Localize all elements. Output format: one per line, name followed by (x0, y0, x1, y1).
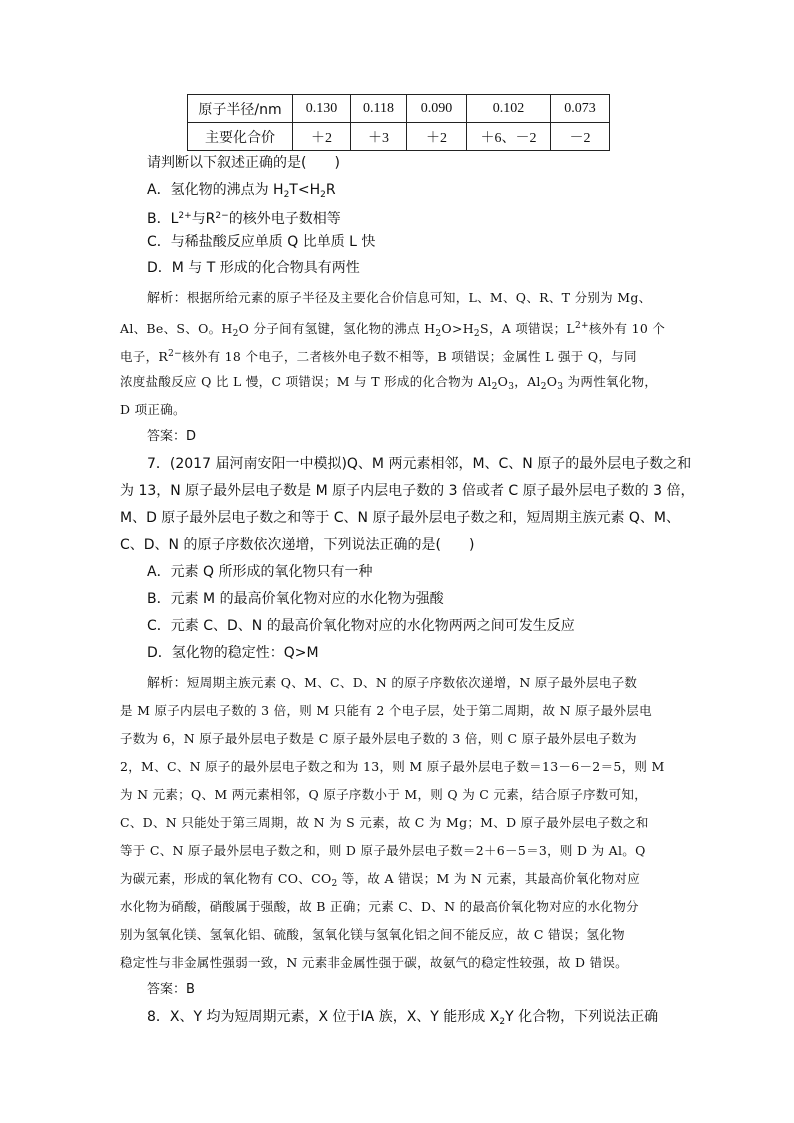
analysis-line: 子数为 6，N 原子最外层电子数是 C 原子最外层电子数的 3 倍，则 C 原子最外层电子数为 (120, 731, 637, 746)
table-cell: ＋3 (351, 123, 407, 151)
analysis-line: D 项正确。 (120, 402, 186, 417)
analysis-line: Al、Be、S、O。$H_2O$ 分子间有氢键，氢化物的沸点 $H_2O>H_2S$，A 项错误；$L^{2+}$核外有 10 个 (120, 321, 666, 339)
question-stem: 请判断以下叙述正确的是( ) (147, 155, 340, 171)
question-stem: 7．(2017 届河南安阳一中模拟)Q、M 两元素相邻，M、C、N 原子的最外层电子数之和 (147, 456, 692, 472)
table-cell: 0.090 (407, 95, 467, 123)
table-cell: ＋2 (407, 123, 467, 151)
option-c: C．与稀盐酸反应单质 Q 比单质 L 快 (147, 234, 376, 250)
table-cell: 0.102 (467, 95, 551, 123)
table-cell: ＋6、－2 (467, 123, 551, 151)
option-a: A．氢化物的沸点为 $H_2T<H_2R$ (147, 182, 336, 200)
analysis-line: 水化物为硝酸，硝酸属于强酸，故 B 正确；元素 C、D、N 的最高价氧化物对应的水化物分 (120, 899, 639, 914)
option-d: D．M 与 T 形成的化合物具有两性 (147, 260, 360, 276)
analysis-label: 解析： (147, 676, 187, 691)
option-b: B．元素 M 的最高价氧化物对应的水化物为强酸 (147, 591, 444, 607)
analysis-line: 解析：根据所给元素的原子半径及主要化合价信息可知，L、M、Q、R、T 分别为 Mg、 (147, 290, 652, 306)
analysis-line: 是 M 原子内层电子数的 3 倍，则 M 只能有 2 个电子层，处于第二周期，故 N 原子最外层电 (120, 703, 652, 718)
table-cell: 0.118 (351, 95, 407, 123)
analysis-line: 稳定性与非金属性强弱一致，N 元素非金属性强于碳，故氨气的稳定性较强，故 D 错误。 (120, 955, 628, 970)
question-stem: C、D、N 的原子序数依次递增，下列说法正确的是( ) (120, 537, 475, 553)
element-data-table (187, 94, 610, 151)
question-stem: 为 13，N 原子最外层电子数是 M 原子内层电子数的 3 倍或者 C 原子最外层电子数的 3 倍， (120, 483, 695, 499)
analysis-label: 解析： (147, 291, 187, 306)
answer-text: 答案：B (147, 982, 195, 997)
analysis-line: 浓度盐酸反应 Q 比 L 慢，C 项错误；M 与 T 形成的化合物为 $Al_2O_3$，$Al_2O_3$ 为两性氧化物， (120, 374, 658, 392)
analysis-line: 等于 C、N 原子最外层电子数之和，则 D 原子最外层电子数＝2＋6－5＝3，则 D 为 Al。Q (120, 843, 646, 858)
table-cell: 0.130 (293, 95, 351, 123)
question-stem: 8．X、Y 均为短周期元素，X 位于ⅠA 族，X、Y 能形成 $X_2Y$ 化合物，下列说法正确 (147, 1009, 659, 1027)
table-cell: －2 (551, 123, 610, 151)
table-cell: ＋2 (293, 123, 351, 151)
analysis-line: C、D、N 只能处于第三周期，故 N 为 S 元素，故 C 为 Mg；M、D 原子最外层电子数之和 (120, 815, 649, 830)
option-c: C．元素 C、D、N 的最高价氧化物对应的水化物两两之间可发生反应 (147, 618, 575, 634)
analysis-line: 电子，$R^{2-}$核外有 18 个电子，二者核外电子数不相等，B 项错误；金属性 L 强于 Q，与同 (120, 349, 637, 364)
analysis-line: 为碳元素，形成的氧化物有 CO、$CO_2$ 等，故 A 错误；M 为 N 元素，其最高价氧化物对应 (120, 871, 641, 889)
row-header: 主要化合价 (188, 123, 293, 151)
analysis-line: 2，M、C、N 原子的最外层电子数之和为 13，则 M 原子最外层电子数＝13－6－2＝5，则 M (120, 759, 665, 774)
option-b: B．$L^{2+}$与$R^{2-}$的核外电子数相等 (147, 211, 341, 227)
table-cell: 0.073 (551, 95, 610, 123)
analysis-line: 为 N 元素；Q、M 两元素相邻，Q 原子序数小于 M，则 Q 为 C 元素，结合原子序数可知， (120, 787, 648, 802)
question-stem: M、D 原子最外层电子数之和等于 C、N 原子最外层电子数之和，短周期主族元素 Q、M、 (120, 510, 681, 526)
option-a: A．元素 Q 所形成的氧化物只有一种 (147, 564, 373, 580)
analysis-line: 解析：短周期主族元素 Q、M、C、D、N 的原子序数依次递增，N 原子最外层电子数 (147, 675, 638, 691)
option-d: D．氢化物的稳定性：Q>M (147, 645, 319, 661)
table-row (188, 95, 610, 123)
table-row (188, 123, 610, 151)
answer-text: 答案：D (147, 429, 197, 444)
analysis-line: 别为氢氧化镁、氢氧化铝、硫酸，氢氧化镁与氢氧化铝之间不能反应，故 C 错误；氢化物 (120, 927, 625, 942)
row-header: 原子半径/nm (188, 95, 293, 123)
